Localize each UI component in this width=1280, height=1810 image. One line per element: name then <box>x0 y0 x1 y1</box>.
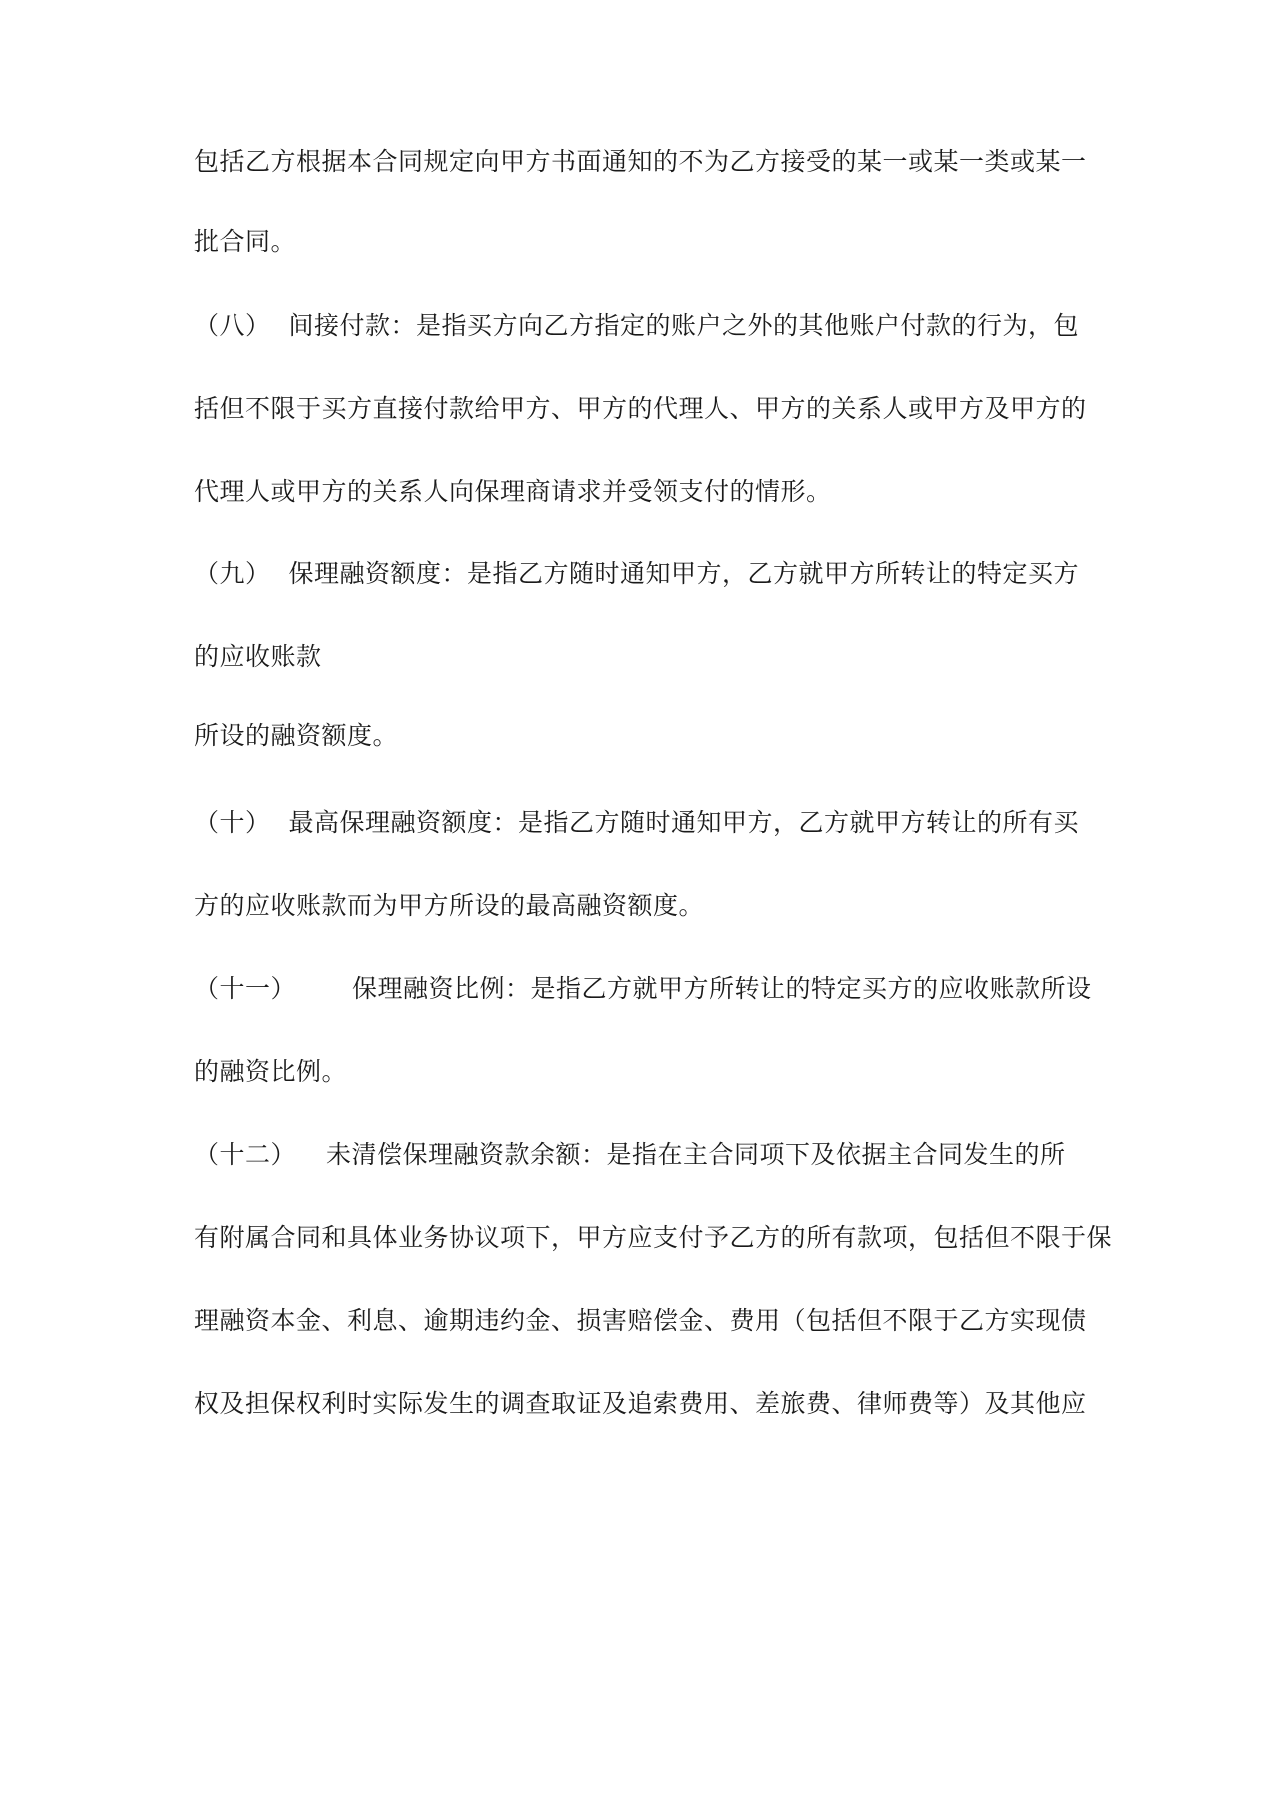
line-text: 间接付款：是指买方向乙方指定的账户之外的其他账户付款的行为，包 <box>288 311 1080 340</box>
text-line <box>194 637 1094 677</box>
text-line <box>194 1384 1094 1424</box>
text-line <box>194 886 1094 926</box>
text-line <box>194 716 1094 756</box>
clause-number: （八） <box>194 311 271 340</box>
line-text: 未清偿保理融资款余额：是指在主合同项下及依据主合同发生的所 <box>326 1140 1066 1169</box>
text-line <box>194 1218 1113 1258</box>
clause-11-line <box>194 969 1094 1009</box>
clause-10-line <box>194 803 1094 843</box>
text-line <box>194 472 1094 512</box>
line-text: 保理融资比例：是指乙方就甲方所转让的特定买方的应收账款所设 <box>352 974 1092 1003</box>
clause-8-line <box>194 306 1094 346</box>
line-text: 代理人或甲方的关系人向保理商请求并受领支付的情形。 <box>194 477 832 506</box>
line-text: 理融资本金、利息、逾期违约金、损害赔偿金、费用（包括但不限于乙方实现债 <box>194 1306 1087 1335</box>
text-line <box>194 1301 1094 1341</box>
line-text: 括但不限于买方直接付款给甲方、甲方的代理人、甲方的关系人或甲方及甲方的 <box>194 394 1087 423</box>
clause-12-line <box>194 1135 1094 1175</box>
text-line <box>194 222 1094 262</box>
line-text: 的融资比例。 <box>194 1057 348 1086</box>
clause-number: （十二） <box>194 1140 297 1169</box>
line-text: 权及担保权利时实际发生的调查取证及追索费用、差旅费、律师费等）及其他应 <box>194 1389 1087 1418</box>
line-text: 所设的融资额度。 <box>194 721 399 750</box>
text-line <box>194 1052 1094 1092</box>
clause-number: （十一） <box>194 974 297 1003</box>
text-line <box>194 142 1094 182</box>
line-text: 方的应收账款而为甲方所设的最高融资额度。 <box>194 891 705 920</box>
line-text: 有附属合同和具体业务协议项下，甲方应支付予乙方的所有款项，包括但不限于保 <box>194 1223 1113 1252</box>
line-text: 的应收账款 <box>194 642 322 671</box>
line-text: 批合同。 <box>194 227 297 256</box>
clause-number: （九） <box>194 559 271 588</box>
line-text: 包括乙方根据本合同规定向甲方书面通知的不为乙方接受的某一或某一类或某一 <box>194 147 1087 176</box>
clause-number: （十） <box>194 808 271 837</box>
clause-9-line <box>194 554 1094 594</box>
line-text: 保理融资额度：是指乙方随时通知甲方，乙方就甲方所转让的特定买方 <box>288 559 1080 588</box>
line-text: 最高保理融资额度：是指乙方随时通知甲方，乙方就甲方转让的所有买 <box>288 808 1080 837</box>
text-line <box>194 389 1094 429</box>
